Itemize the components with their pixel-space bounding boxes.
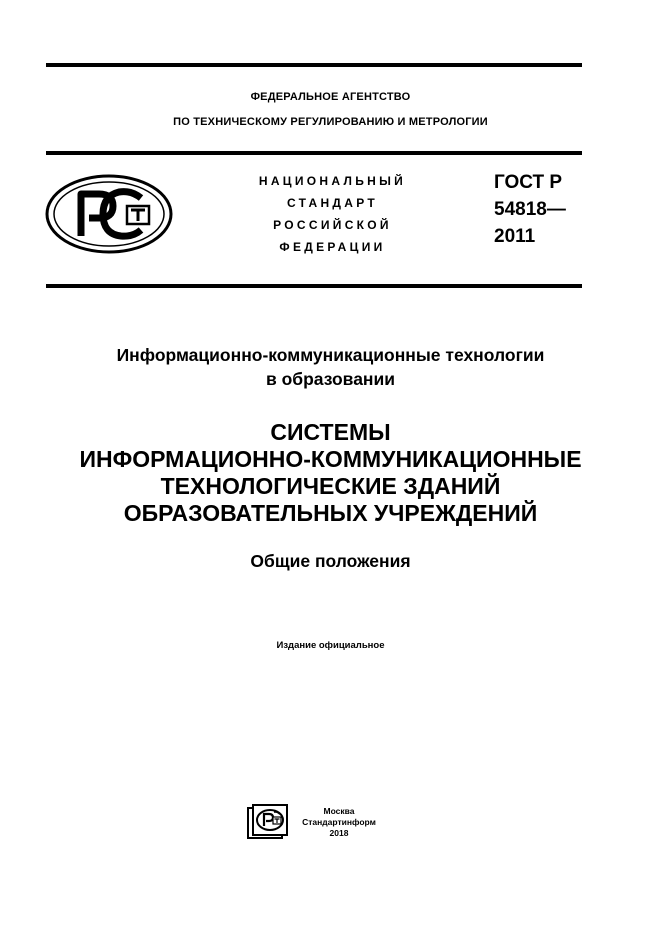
national-standard-label — [240, 170, 425, 258]
block-rule — [46, 284, 582, 288]
general-provisions: Общие положения — [250, 551, 411, 571]
agency-line-1: ФЕДЕРАЛЬНОЕ АГЕНТСТВО — [250, 91, 411, 103]
gost-line-2: 54818— — [494, 199, 566, 220]
publisher-name: Стандартинформ — [302, 817, 376, 827]
national-line-3: РОССИЙСКОЙ — [273, 218, 392, 232]
publisher-city: Москва — [323, 806, 355, 816]
document-subtitle — [0, 343, 661, 391]
rst-logo-icon — [45, 174, 173, 254]
title-line-2: ИНФОРМАЦИОННО-КОММУНИКАЦИОННЫЕ — [79, 446, 582, 472]
gost-line-3: 2011 — [494, 226, 536, 247]
gost-number — [494, 169, 566, 250]
header-rule — [46, 151, 582, 155]
standartinform-logo-icon — [247, 804, 289, 840]
document-title — [0, 419, 661, 527]
title-line-1: СИСТЕМЫ — [270, 419, 391, 445]
national-line-2: СТАНДАРТ — [286, 196, 379, 210]
subtitle-line-2: в образовании — [265, 369, 396, 389]
top-rule — [46, 63, 582, 67]
publisher-info — [294, 806, 384, 839]
publisher-year: 2018 — [329, 828, 349, 838]
title-line-3: ТЕХНОЛОГИЧЕСКИЕ ЗДАНИЙ — [160, 473, 501, 499]
national-line-1: НАЦИОНАЛЬНЫЙ — [258, 174, 407, 188]
gost-line-1: ГОСТ Р — [494, 172, 563, 193]
national-line-4: ФЕДЕРАЦИИ — [279, 240, 386, 254]
official-edition-label: Издание официальное — [276, 640, 385, 651]
agency-line-2: ПО ТЕХНИЧЕСКОМУ РЕГУЛИРОВАНИЮ И МЕТРОЛОГИИ — [173, 116, 488, 128]
subtitle-line-1: Информационно-коммуникационные технологии — [116, 345, 545, 365]
title-line-4: ОБРАЗОВАТЕЛЬНЫХ УЧРЕЖДЕНИЙ — [123, 500, 538, 526]
